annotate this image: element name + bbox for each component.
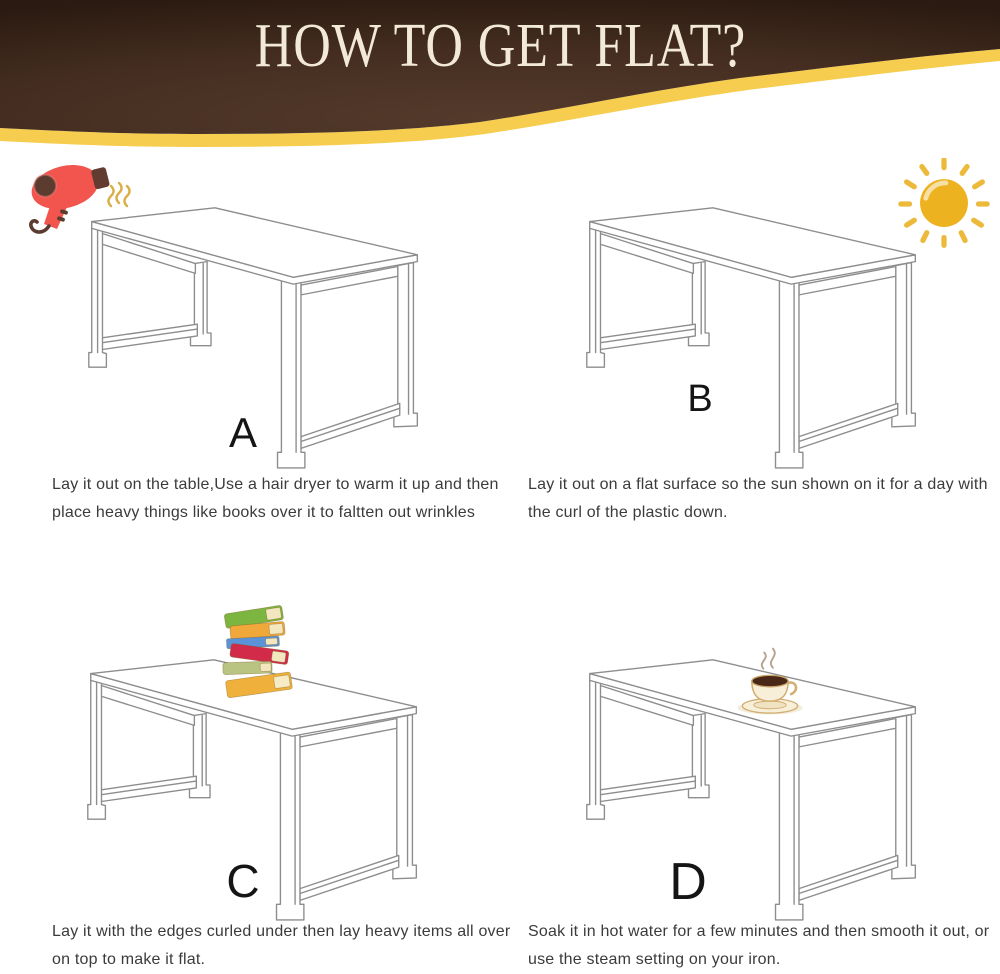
section-b — [500, 155, 1000, 550]
section-a — [0, 155, 500, 550]
table-illustration — [578, 191, 930, 475]
description-line: Lay it with the edges curled under then lay heavy items all over — [52, 923, 511, 940]
page-title-wrap — [0, 13, 1000, 79]
coffee-cup-icon — [728, 645, 812, 721]
method-letter-b: B — [687, 378, 713, 420]
description-line: place heavy things like books over it to faltten out wrinkles — [52, 504, 476, 521]
description-line: Lay it out on a flat surface so the sun shown on it for a day with — [528, 476, 988, 493]
method-letter-a: A — [228, 409, 257, 456]
sun-icon — [898, 158, 990, 250]
method-description-b — [528, 471, 988, 527]
method-letter-c: C — [226, 855, 260, 907]
method-letter-d: D — [669, 853, 707, 911]
method-description-c — [52, 918, 510, 974]
hair-dryer-icon — [15, 155, 145, 235]
description-line: use the steam setting on your iron. — [528, 951, 781, 968]
section-c — [0, 600, 511, 974]
method-description-d — [528, 918, 989, 974]
method-description-a — [52, 471, 499, 527]
section-d — [500, 600, 1000, 974]
description-line: Lay it out on the table,Use a hair dryer to warm it up and then — [52, 476, 499, 493]
description-line: the curl of the plastic down. — [528, 504, 728, 521]
page-title: HOW TO GET FLAT? — [254, 12, 746, 80]
books-stack-icon — [212, 600, 312, 718]
description-line: Soak it in hot water for a few minutes and then smooth it out, or — [528, 923, 990, 940]
description-line: on top to make it flat. — [52, 951, 206, 968]
